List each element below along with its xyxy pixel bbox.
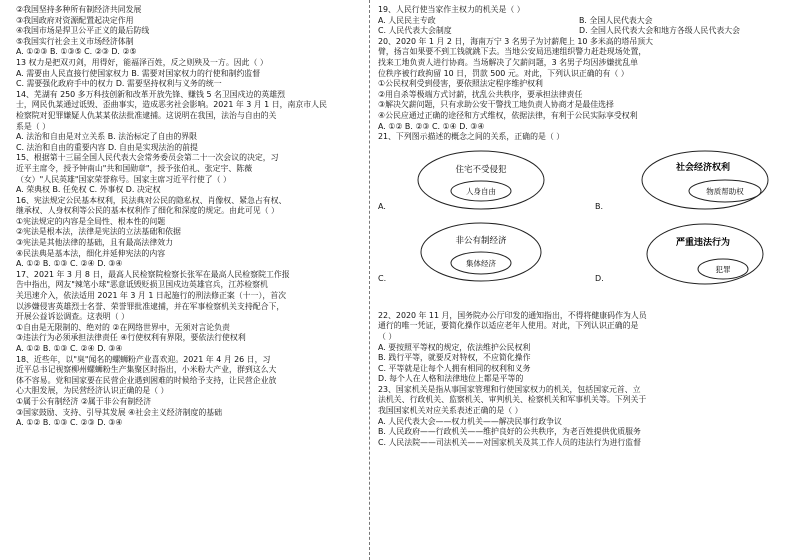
q19-option-d: D. 全国人民代表大会和地方各级人民代表大会 [579,26,741,36]
q19-option-a: A. 人民民主专政 [378,15,436,25]
q19-option-b: B. 全国人民代表大会 [579,15,653,25]
left-text-line: ②宪法是根本法，法律是宪法的立法基础和依据 [16,227,181,237]
figure-letter: C. [378,274,387,284]
ellipse-diagram [595,221,780,287]
inner-label: 物质帮助权 [706,186,744,196]
left-text-line: （女）"人民英雄"国家荣誉称号。国家主席习近平行使了（ ） [16,174,231,184]
left-text-line: ③我国政府对资源配置起决定作用 [16,15,134,25]
left-text-line: ③宪法是其他法律的基础，且有最高法律效力 [16,238,173,248]
left-text-line: 检察院对犯罪嫌疑人仇某某依法批准逮捕。这说明在我国，法治与自由的关 [16,110,277,120]
q21-figure-d [595,221,780,287]
q23-line: 23、国家机关是指从事国家管理和行使国家权力的机关，包括国家元首、立 [378,384,641,394]
ellipse-diagram [378,149,563,215]
outer-label: 社会经济权利 [675,162,731,173]
q19-options-row1 [378,16,780,27]
left-column [16,5,364,429]
left-text-line: ①自由是无限制的、绝对的 ②在网络世界中，无须对言论负责 [16,322,230,332]
left-text-line: 心大胆发展，为民营经济认识正确的是（ ） [16,386,169,396]
column-divider [369,0,370,560]
figure-letter: A. [378,202,386,212]
left-text-line: A. ①② B. ①③ C. ②④ D. ③④ [16,344,123,353]
q22-line: D. 每个人在人格和法律地位上都是平等的 [378,374,524,384]
left-text-line: 近平总书记视察柳州螺蛳粉生产集聚区时指出，小米粉大产业，群到这么大 [16,365,277,375]
q22-line: （ ） [378,331,397,341]
left-text-line: 13 权力是把双刃剑，用得好，能福泽百姓，反之则殃及一方。因此（ ） [16,57,268,67]
q21-figure-row-2 [378,221,780,287]
q22-block [378,311,780,385]
q22-line: B. 践行平等，就要反对特权，不应简化操作 [378,353,531,363]
q22-line: C. 平等就是让每个人拥有相同的权利和义务 [378,363,531,373]
left-text-line: A. 法治和自由是对立关系 B. 法治标定了自由的界限 [16,132,198,142]
outer-label: 住宅不受侵犯 [455,164,507,175]
q20-block [378,37,780,132]
q20-line: ②用自杀等极端方式讨薪，扰乱公共秩序，要承担法律责任 [378,89,583,99]
left-text-line: 体不容易。党和国家要在民营企业遇到困难的时候给予支持，让民营企业放 [16,375,277,385]
left-text-line: C. 需要强化政府手中的权力 D. 需要坚持权利与义务的统一 [16,79,222,89]
q21-figure-b [595,149,780,215]
q20-line: 找来工地负责人进行协商。当场解决了欠薪问题，3 名男子均因涉嫌扰乱单 [378,57,639,67]
left-text-line: 17、2021 年 3 月 8 日，最高人民检察院检察长张军在最高人民检察院工作报 [16,269,290,279]
left-text-line: 关迅速介入，依法适用 2021 年 3 月 1 日起施行的刑法修正案（十一），首次 [16,291,287,301]
left-text-line: 近平主席令，授予钟南山"共和国勋章"，授予张伯礼、张定宇、陈薇 [16,163,253,173]
inner-label: 犯罪 [715,264,731,274]
q23-block [378,385,780,449]
q23-line: C. 人民法院——司法机关——对国家机关及其工作人员的违法行为进行监督 [378,437,642,447]
q22-line: A. 要按照平等权的规定，依法维护公民权利 [378,342,531,352]
q20-line: 20、2020 年 1 月 2 日，海南万宁 3 名男子为讨薪爬上 10 多米高的塔吊顶大 [378,36,654,46]
left-text-line: ④我国市场是捍卫公平正义的最后防线 [16,26,150,36]
left-text-line: ①宪法规定的内容是全局性、根本性的问题 [16,216,166,226]
outer-label: 严重违法行为 [675,237,731,248]
left-text-line: 开展公益诉讼调查。这表明（ ） [16,312,129,322]
left-text-line: ④民法典是基本法，细化并延伸宪法的内容 [16,248,166,258]
q22-line: 通行的唯一凭证，要简化操作以适应老年人使用。对此，下列认识正确的是 [378,321,639,331]
left-text-line: 系是（ ） [16,121,51,131]
q20-line: A. ①② B. ②③ C. ①④ D. ③④ [378,121,485,131]
q23-line: 法机关、行政机关、监察机关、审判机关、检察机关和军事机关等。下列关于 [378,395,647,405]
q21-figure-row-1 [378,149,780,215]
left-text-line: A. 需要由人民直接行使国家权力 B. 需要对国家权力的行使和制约监督 [16,68,261,78]
left-text-line: 继承权、人身权利等公民的基本权利作了细化和深度的规定。由此可见（ ） [16,206,279,216]
left-text-line: ⑤我国实行社会主义市场经济体制 [16,36,134,46]
q22-line: 22、2020 年 11 月，国务院办公厅印发的通知指出，不得将健康码作为人员 [378,310,647,320]
figure-letter: D. [595,274,604,284]
left-text-line: 15、根据第十三届全国人民代表大会常务委员会第二十一次会议的决定，习 [16,153,279,163]
q19-options-row2 [378,26,780,37]
spacer [378,291,780,311]
q21-figure-a [378,149,563,215]
q23-line: B. 人民政府——行政机关——维护良好的公共秩序，为老百姓提供优质服务 [378,427,641,437]
left-text-line: 14、芜湖有 250 多万科技创新和改革开放先锋、赚钱 5 名卫国戍边的英雄烈 [16,89,285,99]
left-text-line: ③国家鼓励、支持、引导其发展 ④社会主义经济制度的基础 [16,407,223,417]
ellipse-diagram [595,149,780,215]
q23-line: 我国国家机关对应关系表述正确的是（ ） [378,406,523,416]
q19-stem: 19、人民行使当家作主权力的机关是（ ） [378,5,525,14]
outer-label: 非公有制经济 [455,235,507,246]
figure-letter: B. [595,202,604,212]
left-text-line: 以涉嫌侵害英雄烈士名誉、荣誉罪批准逮捕，并在军事检察机关支持配合下， [16,301,285,311]
q21-figure-c [378,221,563,287]
left-text-line: 士，网民仇某通过诋毁、歪曲事实，造成恶劣社会影响。2021 年 3 月 1 日，南京市人民 [16,100,327,110]
ellipse-diagram [378,221,563,287]
q20-line: 臂，扬言如果要不到工钱就跳下去。当地公安局迅速组织警力赶赴现场处置， [378,47,647,57]
q20-line: 位秩序被行政拘留 10 日，罚款 500 元。对此，下列认识正确的有（ ） [378,68,629,78]
left-text-line: A. ①②③ B. ①③⑤ C. ②③ D. ②⑤ [16,47,137,57]
left-text-line: ②我国坚持多种所有制经济共同发展 [16,5,142,14]
q19-option-c: C. 人民代表大会制度 [378,26,452,36]
left-text-line: 告中指出，网友"辣笔小球"恶意诋毁贬损卫国戍边英雄官兵，江苏检察机 [16,280,268,290]
right-column [378,5,780,448]
left-text-line: 16、宪法规定公民基本权利，民法典对公民的隐私权、肖像权、紧急占有权、 [16,195,287,205]
left-text-line: C. 法治和自由的重要内容 D. 自由是实现法治的前提 [16,142,198,152]
inner-label: 人身自由 [466,186,496,196]
q23-line: A. 人民代表大会——权力机关——解决民事行政争议 [378,416,562,426]
left-text-line: ①属于公有制经济 ②属于非公有制经济 [16,396,152,406]
left-text-line: A. 荣典权 B. 任免权 C. 外事权 D. 决定权 [16,185,161,195]
q20-line: ④公民应通过正确的途径和方式维权，依据法律，有利于公民实际享受权利 [378,110,638,120]
left-text-line: ③违法行为必须承担法律责任 ④行使权利有界限，要依法行使权利 [16,333,246,343]
left-text-line: A. ①② B. ①③ C. ②③ D. ③④ [16,418,123,428]
inner-label: 集体经济 [466,258,496,268]
q21-stem: 21、下列图示描述的概念之间的关系，正确的是（ ） [378,132,565,142]
q20-line: ③解决欠薪问题，只有求助公安干警找工地负责人协商才是最佳选择 [378,100,614,110]
q20-line: ①公民权利受到侵害，要依照法定程序维护权利 [378,79,543,89]
left-text-line: A. ①② B. ①③ C. ②④ D. ③④ [16,259,123,269]
left-text-line: 18、近些年，以"臭"闻名的螺蛳粉产业喜欢迎。2021 年 4 月 26 日，习 [16,354,271,364]
